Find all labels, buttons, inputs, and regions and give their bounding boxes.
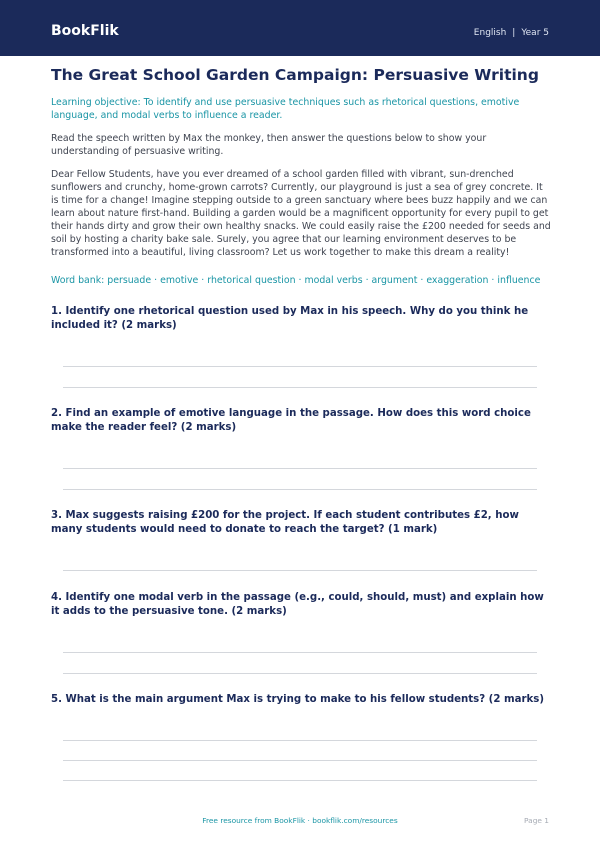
brand-logo[interactable]: BookFlik [51,23,119,39]
footer [0,816,600,828]
header-bar [0,0,600,56]
question-3: 3. Max suggests raising £200 for the project. If each student contributes £2, how many students would need to donate to reach the target? (1 mark) [51,510,519,535]
answer-line[interactable] [63,652,537,653]
speech-passage: Dear Fellow Students, have you ever dreamed of a school garden filled with vibrant, sun-drenched sunflowers and crunchy, home-grown carrots? Currently, our playground is just a sea of grey concrete. It is time for a change! Imagine stepping outside to a green sanctuary where bees buzz happily and we can learn about nature first-hand. Building a garden would be a magnificent opportunity for every pupil to get their hands dirty and grow their own healthy snacks. We could easily raise the £200 needed for seeds and soil by hosting a charity bake sale. Surely, you agree that our learning environment deserves to be transformed into a beautiful, living classroom? Let us work together to make this dream a reality! [51,169,551,258]
answer-line[interactable] [63,387,537,388]
answer-line[interactable] [63,468,537,469]
answer-line[interactable] [63,673,537,674]
learning-objective: Learning objective: To identify and use persuasive techniques such as rhetorical questions, emotive language, and modal verbs to influence a reader. [51,97,520,121]
answer-line[interactable] [63,366,537,367]
question-2: 2. Find an example of emotive language in the passage. How does this word choice make the reader feel? (2 marks) [51,408,531,433]
answer-line[interactable] [63,760,537,761]
answer-line[interactable] [63,780,537,781]
answer-line[interactable] [63,570,537,571]
answer-line[interactable] [63,489,537,490]
answer-line[interactable] [63,740,537,741]
page-number: Page 1 [524,816,549,825]
question-1: 1. Identify one rhetorical question used by Max in his speech. Why do you think he included it? (2 marks) [51,306,529,331]
instructions: Read the speech written by Max the monkey, then answer the questions below to show your understanding of persuasive writing. [51,133,487,157]
footer-credit[interactable]: Free resource from BookFlik · bookflik.com/resources [202,816,398,825]
year-label: Year 5 [521,28,549,38]
question-4: 4. Identify one modal verb in the passage (e.g., could, should, must) and explain how it adds to the persuasive tone. (2 marks) [51,592,544,617]
meta-separator: | [512,28,516,38]
header-meta [474,27,549,39]
word-bank: Word bank: persuade · emotive · rhetorical question · modal verbs · argument · exaggeration · influence [51,275,541,286]
question-5: 5. What is the main argument Max is trying to make to his fellow students? (2 marks) [51,694,544,705]
subject-label: English [473,28,507,38]
page-title: The Great School Garden Campaign: Persuasive Writing [51,66,539,84]
